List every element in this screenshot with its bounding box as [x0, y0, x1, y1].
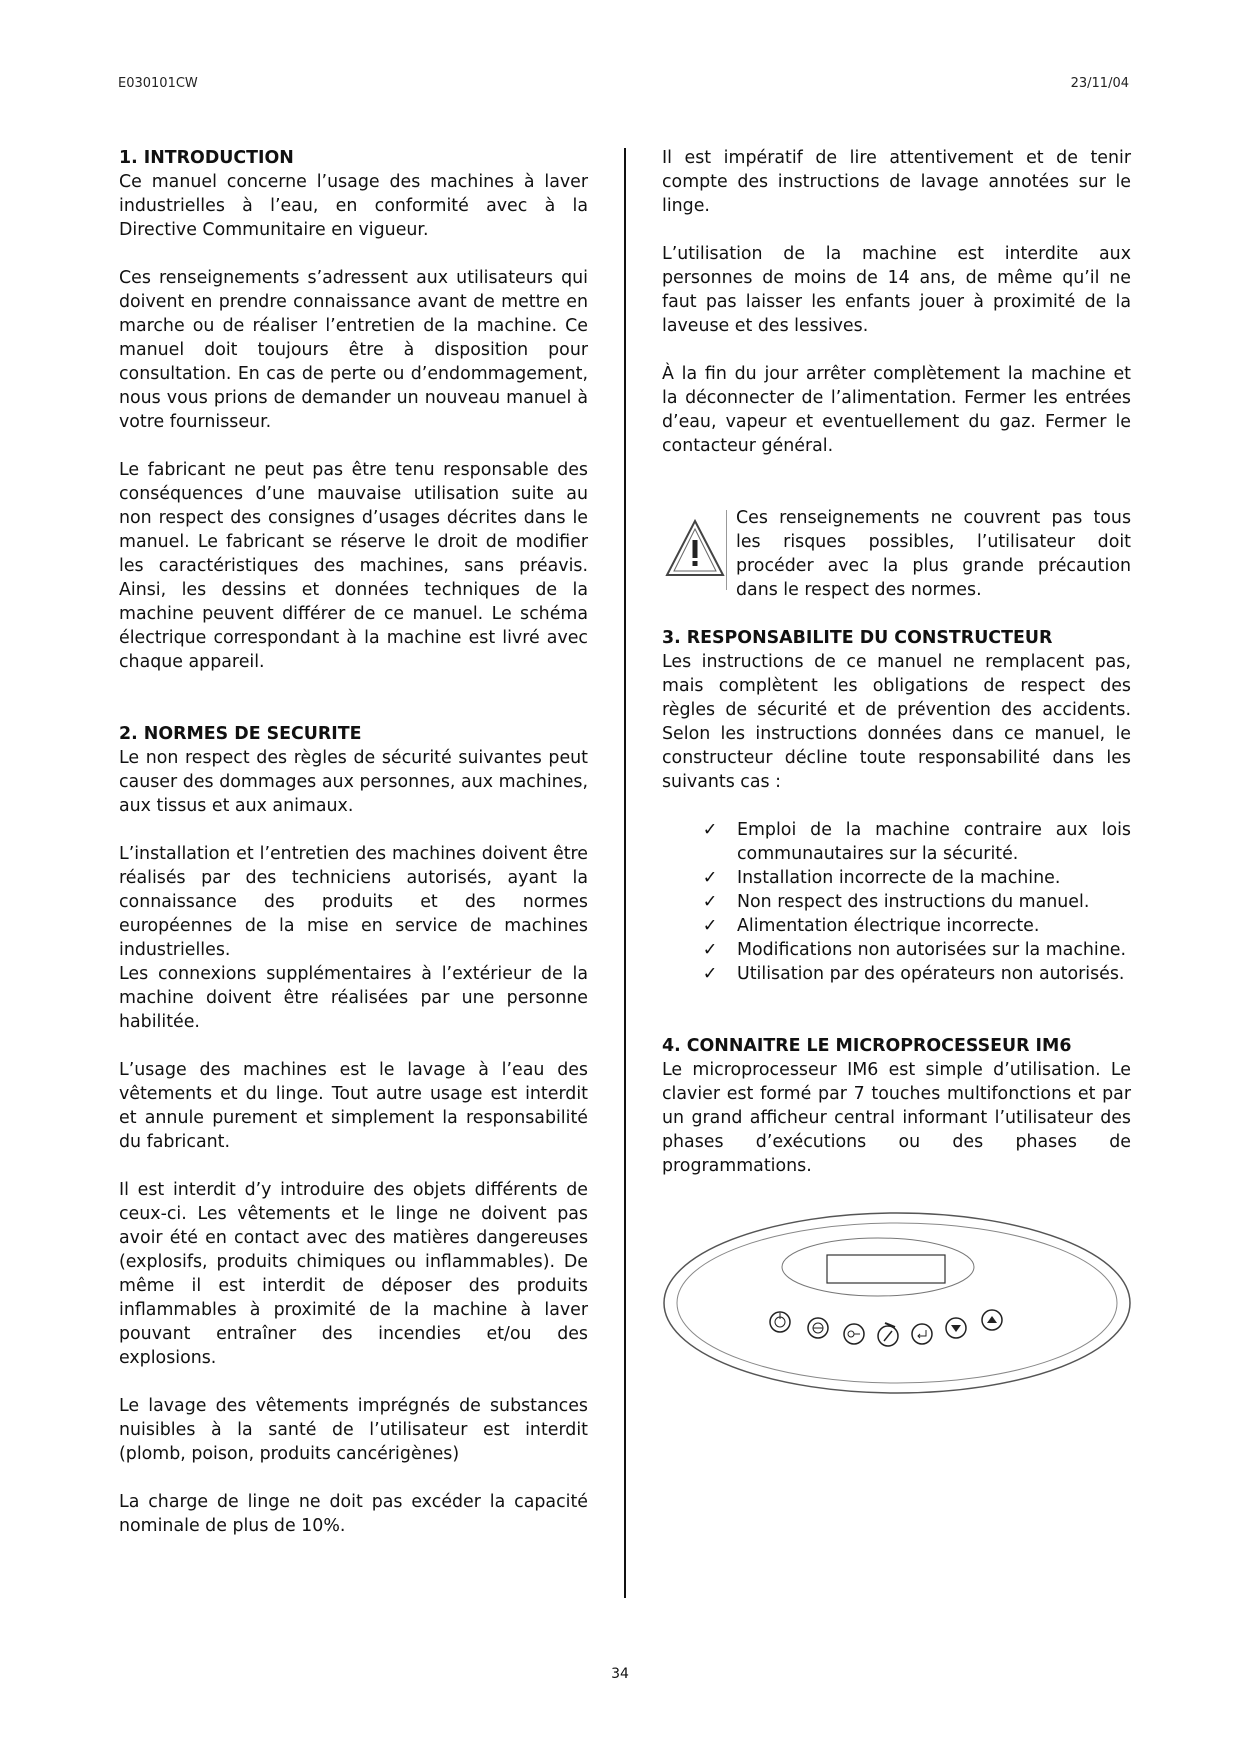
paragraph: Les instructions de ce manuel ne remplacent pas, mais complètent les obligations de respect des règles de sécurité et de prévention des accidents. Selon les instructions données dans ce manuel, le constructeur décline toute responsabilité dans les suivants cas : — [662, 652, 1131, 792]
paragraph: La charge de linge ne doit pas excéder la capacité nominale de plus de 10%. — [119, 1492, 588, 1536]
paragraph: À la fin du jour arrêter complètement la machine et la déconnecter de l’alimentation. Fermer les entrées d’eau, vapeur et eventuellement du gaz. Fermer le contacteur général. — [662, 364, 1131, 456]
warning-rule — [726, 510, 727, 590]
section-2-title: 2. NORMES DE SECURITE — [119, 724, 362, 744]
column-divider — [624, 148, 626, 1598]
list-item-text: Emploi de la machine contraire aux lois communautaires sur la sécurité. — [737, 820, 1131, 864]
list-item — [702, 962, 1131, 986]
doc-date: 23/11/04 — [1070, 76, 1129, 91]
list-item — [702, 938, 1131, 962]
check-icon: ✓ — [702, 868, 718, 888]
down-key — [946, 1318, 966, 1338]
check-icon: ✓ — [702, 964, 718, 984]
paragraph: L’installation et l’entretien des machines doivent être réalisés par des techniciens autorisés, ayant la connaissance des produits et des normes européennes de la mise en service de machines industrielles. — [119, 844, 588, 960]
check-icon: ✓ — [702, 940, 718, 960]
list-item-text: Utilisation par des opérateurs non autorisés. — [737, 964, 1125, 984]
list-item — [702, 818, 1131, 866]
warning-text: Ces renseignements ne couvrent pas tous les risques possibles, l’utilisateur doit procéder avec la plus grande précaution dans le respect des normes. — [736, 508, 1131, 600]
keypad-illustration — [660, 1210, 1134, 1396]
paragraph: L’utilisation de la machine est interdite aux personnes de moins de 14 ans, de même qu’il ne faut pas laisser les enfants jouer à proximité de la laveuse et des lessives. — [662, 244, 1131, 336]
keypad-outer-ring — [664, 1213, 1130, 1393]
list-item-text: Installation incorrecte de la machine. — [737, 868, 1061, 888]
section-1-title: 1. INTRODUCTION — [119, 148, 294, 168]
stop-key — [808, 1318, 828, 1338]
paragraph: Le non respect des règles de sécurité suivantes peut causer des dommages aux personnes, aux machines, aux tissus et aux animaux. — [119, 748, 588, 816]
section-3-title: 3. RESPONSABILITE DU CONSTRUCTEUR — [662, 628, 1053, 648]
left-column — [119, 146, 588, 1538]
right-column — [662, 146, 1131, 1403]
list-item — [702, 890, 1131, 914]
paragraph: Ce manuel concerne l’usage des machines à laver industrielles à l’eau, en conformité avec à la Directive Communitaire en vigueur. — [119, 172, 588, 240]
start-key — [770, 1312, 790, 1332]
keypad-inner-ring — [677, 1223, 1117, 1383]
up-key — [982, 1310, 1002, 1330]
responsibility-list — [662, 818, 1131, 986]
list-item-text: Non respect des instructions du manuel. — [737, 892, 1090, 912]
section-4-title: 4. CONNAITRE LE MICROPROCESSEUR IM6 — [662, 1036, 1072, 1056]
edit-key — [878, 1323, 898, 1346]
paragraph: Ces renseignements s’adressent aux utilisateurs qui doivent en prendre connaissance avant de mettre en marche ou de réaliser l’entretien de la machine. Ce manuel doit toujours être à disposition pour consultation. En cas de perte ou d’endommagement, nous vous prions de demander un nouveau manuel à votre fournisseur. — [119, 268, 588, 432]
check-icon: ✓ — [702, 820, 718, 840]
warning-triangle-icon — [664, 518, 726, 578]
page-number: 34 — [611, 1666, 629, 1682]
list-item-text: Alimentation électrique incorrecte. — [737, 916, 1040, 936]
paragraph: L’usage des machines est le lavage à l’eau des vêtements et du linge. Tout autre usage est interdit et annule purement et simplement la responsabilité du fabricant. — [119, 1060, 588, 1152]
key-key — [844, 1324, 864, 1344]
list-item-text: Modifications non autorisées sur la machine. — [737, 940, 1127, 960]
paragraph: Les connexions supplémentaires à l’extérieur de la machine doivent être réalisées par une personne habilitée. — [119, 964, 588, 1032]
paragraph: Le lavage des vêtements imprégnés de substances nuisibles à la santé de l’utilisateur est interdit (plomb, poison, produits cancérigènes) — [119, 1396, 588, 1464]
list-item — [702, 866, 1131, 890]
check-icon: ✓ — [702, 892, 718, 912]
doc-code: E030101CW — [118, 76, 198, 91]
display-window — [827, 1255, 945, 1283]
paragraph: Le microprocesseur IM6 est simple d’utilisation. Le clavier est formé par 7 touches multifonctions et par un grand afficheur central informant l’utilisateur des phases d’exécutions ou des phases de programmations. — [662, 1060, 1131, 1176]
paragraph: Il est interdit d’y introduire des objets différents de ceux-ci. Les vêtements et le linge ne doivent pas avoir été en contact avec des matières dangereuses (explosifs, produits chimiques ou inflammables). De même il est interdit de déposer des produits inflammables à proximité de la machine à laver pouvant entraîner des incendies et/ou des explosions. — [119, 1180, 588, 1368]
warning-box — [662, 506, 1131, 602]
paragraph: Il est impératif de lire attentivement et de tenir compte des instructions de lavage annotées sur le linge. — [662, 148, 1131, 216]
check-icon: ✓ — [702, 916, 718, 936]
list-item — [702, 914, 1131, 938]
paragraph: Le fabricant ne peut pas être tenu responsable des conséquences d’une mauvaise utilisation suite au non respect des consignes d’usages décrites dans le manuel. Le fabricant se réserve le droit de modifier les caractéristiques des machines, sans préavis. Ainsi, les dessins et données techniques de la machine peuvent différer de ce manuel. Le schéma électrique correspondant à la machine est livré avec chaque appareil. — [119, 460, 588, 672]
enter-key — [912, 1324, 932, 1344]
